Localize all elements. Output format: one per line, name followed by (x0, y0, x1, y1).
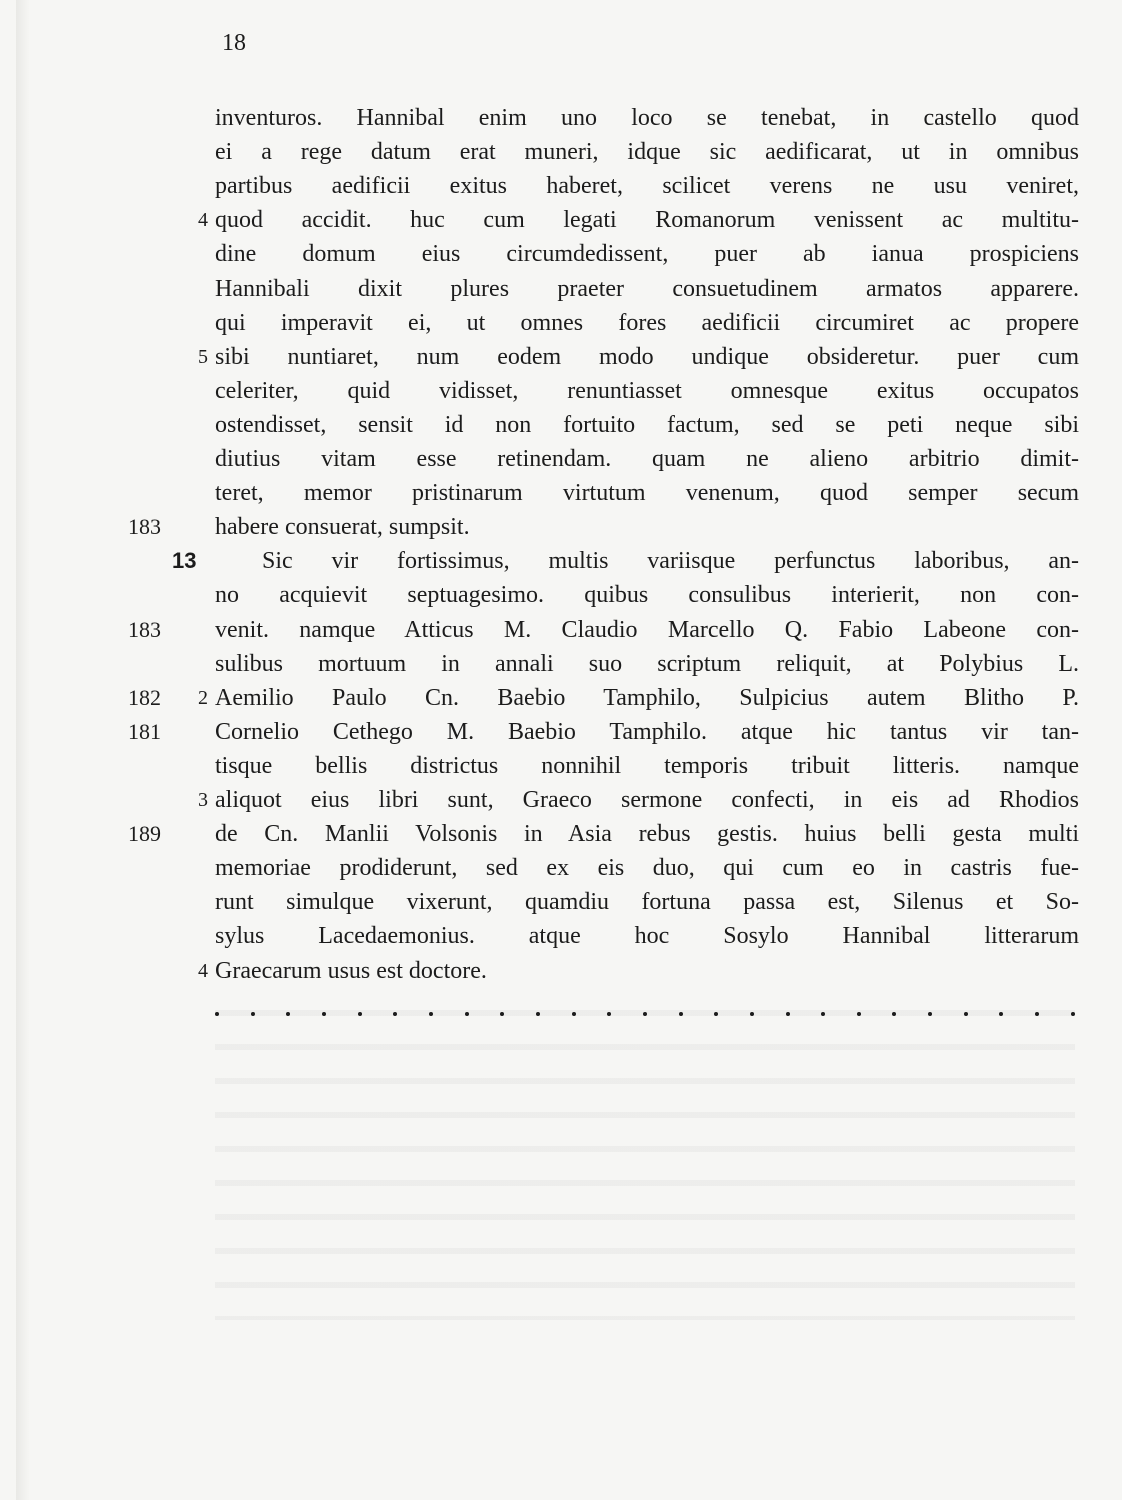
section-number: 4 (198, 959, 208, 982)
ellipsis-dot (358, 1012, 362, 1016)
ellipsis-dot (999, 1012, 1003, 1016)
text-line (0, 681, 1122, 715)
text-line (0, 885, 1122, 919)
text-line (0, 783, 1122, 817)
ellipsis-dot (786, 1012, 790, 1016)
line-text: sibi nuntiaret, num eodem modo undique obsideretur. puer cum (215, 343, 1079, 370)
text-line (0, 306, 1122, 340)
text-line (0, 237, 1122, 271)
line-text: venit. namque Atticus M. Claudio Marcello Q. Fabio Labeone con- (215, 616, 1079, 643)
text-line (0, 851, 1122, 885)
ellipsis-dot (607, 1012, 611, 1016)
line-text: Graecarum usus est doctore. (215, 957, 487, 984)
text-line (0, 135, 1122, 169)
text-line (0, 647, 1122, 681)
text-line (0, 954, 1122, 988)
line-text: partibus aedificii exitus haberet, scilicet verens ne usu veniret, (215, 173, 1079, 200)
margin-year-number: 189 (128, 821, 161, 847)
text-line (0, 510, 1122, 544)
line-text: de Cn. Manlii Volsonis in Asia rebus gestis. huius belli gesta multi (215, 821, 1079, 848)
ellipsis-dot (643, 1012, 647, 1016)
ellipsis-dot (500, 1012, 504, 1016)
margin-year-number: 183 (128, 514, 161, 540)
line-text: Sic vir fortissimus, multis variisque perfunctus laboribus, an- (262, 548, 1079, 575)
line-text: celeriter, quid vidisset, renuntiasset omnesque exitus occupatos (215, 377, 1079, 404)
text-line (0, 578, 1122, 612)
line-text: ostendisset, sensit id non fortuito factum, sed se peti neque sibi (215, 411, 1079, 438)
bleed-through-text (215, 990, 1075, 1320)
ellipsis-dot (286, 1012, 290, 1016)
text-line (0, 544, 1122, 578)
ellipsis-dot (322, 1012, 326, 1016)
line-text: Hannibali dixit plures praeter consuetudinem armatos apparere. (215, 275, 1079, 302)
ellipsis-dot (679, 1012, 683, 1016)
line-text: ei a rege datum erat muneri, idque sic aedificarat, ut in omnibus (215, 139, 1079, 166)
ellipsis-dot (251, 1012, 255, 1016)
ellipsis-dot (1071, 1012, 1075, 1016)
line-text: diutius vitam esse retinendam. quam ne alieno arbitrio dimit- (215, 446, 1079, 472)
line-text: sylus Lacedaemonius. atque hoc Sosylo Hannibal litterarum (215, 923, 1079, 950)
section-number: 3 (198, 789, 208, 811)
text-line (0, 613, 1122, 647)
ellipsis-dot (393, 1012, 397, 1016)
text-line (0, 919, 1122, 953)
ellipsis-dot (465, 1012, 469, 1016)
margin-year-number: 181 (128, 718, 161, 744)
line-text: dine domum eius circumdedissent, puer ab ianua prospiciens (215, 241, 1079, 268)
ellipsis-dots-row (215, 1012, 1075, 1016)
ellipsis-dot (964, 1012, 968, 1016)
ellipsis-dot (857, 1012, 861, 1016)
ellipsis-dot (572, 1012, 576, 1016)
line-text: quod accidit. huc cum legati Romanorum venissent ac multitu- (215, 207, 1079, 234)
margin-year-number: 182 (128, 684, 161, 710)
text-line (0, 101, 1122, 135)
chapter-number: 13 (172, 548, 197, 574)
text-line (0, 442, 1122, 476)
line-text: tisque bellis districtus nonnihil temporis tribuit litteris. namque (215, 752, 1079, 779)
line-text: Aemilio Paulo Cn. Baebio Tamphilo, Sulpicius autem Blitho P. (215, 684, 1079, 711)
text-line (0, 203, 1122, 237)
ellipsis-dot (714, 1012, 718, 1016)
ellipsis-dot (928, 1012, 932, 1016)
text-line (0, 272, 1122, 306)
ellipsis-dot (536, 1012, 540, 1016)
section-number: 5 (198, 345, 208, 368)
text-line (0, 408, 1122, 442)
ellipsis-dot (429, 1012, 433, 1016)
line-text: no acquievit septuagesimo. quibus consulibus interierit, non con- (215, 582, 1079, 609)
line-text: inventuros. Hannibal enim uno loco se tenebat, in castello quod (215, 105, 1079, 131)
ellipsis-dot (750, 1012, 754, 1016)
ellipsis-dot (215, 1012, 219, 1016)
line-text: sulibus mortuum in annali suo scriptum reliquit, at Polybius L. (215, 650, 1079, 677)
text-line (0, 340, 1122, 374)
ellipsis-dot (821, 1012, 825, 1016)
text-line (0, 374, 1122, 408)
line-text: runt simulque vixerunt, quamdiu fortuna passa est, Silenus et So- (215, 889, 1079, 916)
section-number: 2 (198, 686, 208, 709)
page-number: 18 (222, 30, 246, 56)
margin-year-number: 183 (128, 616, 161, 642)
text-line (0, 476, 1122, 510)
ellipsis-dot (1035, 1012, 1039, 1016)
ellipsis-dot (892, 1012, 896, 1016)
section-number: 4 (198, 209, 208, 232)
line-text: habere consuerat, sumpsit. (215, 514, 470, 541)
text-line (0, 817, 1122, 851)
line-text: Cornelio Cethego M. Baebio Tamphilo. atque hic tantus vir tan- (215, 718, 1079, 745)
text-line (0, 169, 1122, 203)
text-line (0, 715, 1122, 749)
line-text: qui imperavit ei, ut omnes fores aedificii circumiret ac propere (215, 309, 1079, 336)
line-text: teret, memor pristinarum virtutum venenum, quod semper secum (215, 480, 1079, 507)
text-line (0, 749, 1122, 783)
line-text: aliquot eius libri sunt, Graeco sermone confecti, in eis ad Rhodios (215, 787, 1079, 813)
line-text: memoriae prodiderunt, sed ex eis duo, qui cum eo in castris fue- (215, 855, 1079, 882)
